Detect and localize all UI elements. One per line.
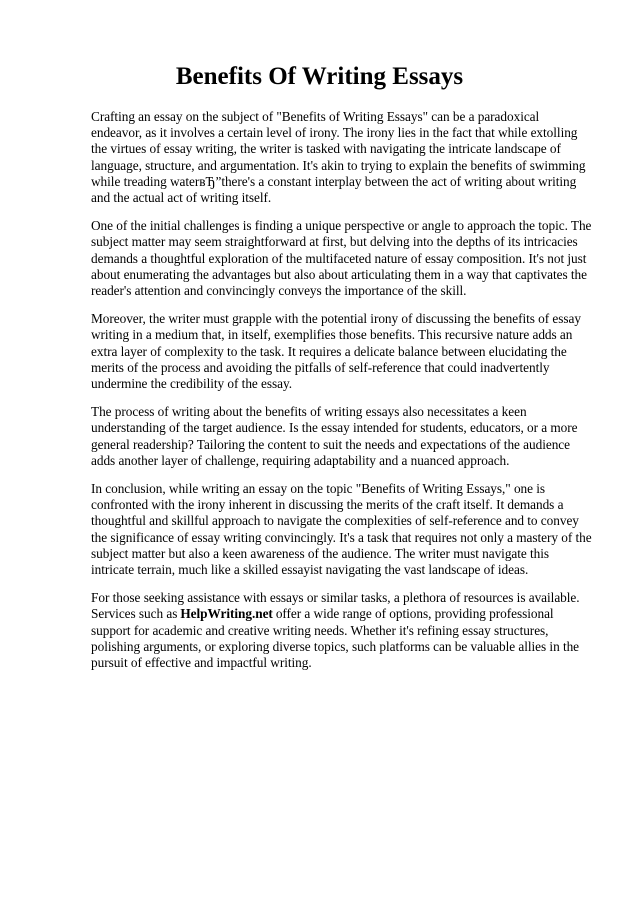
document-title: Benefits Of Writing Essays bbox=[175, 63, 464, 90]
paragraph-challenges: One of the initial challenges is finding a unique perspective or angle to approach the topic. The subject matter may seem straightforward at first, but delving into the depths of its intricacies demands a thoughtful exploration of the multifaceted nature of essay composition. It's not just about enumerating the advantages but also about articulating them in a way that captivates the reader's attention and convincingly conveys the importance of the skill. bbox=[91, 218, 592, 299]
paragraph-audience: The process of writing about the benefits of writing essays also necessitates a keen understanding of the target audience. Is the essay intended for students, educators, or a more general readership? Tailoring the content to suit the needs and expectations of the audience adds another layer of challenge, requiring adaptability and a nuanced approach. bbox=[91, 404, 578, 468]
brand-name: HelpWriting.net bbox=[180, 606, 273, 622]
paragraph-closing bbox=[91, 590, 592, 671]
paragraph-irony: Moreover, the writer must grapple with the potential irony of discussing the benefits of essay writing in a medium that, in itself, exemplifies those benefits. This recursive nature adds an extra layer of complexity to the task. It requires a delicate balance between elucidating the merits of the process and avoiding the pitfalls of self-reference that could inadvertently undermine the credibility of the essay. bbox=[91, 311, 581, 392]
paragraph-conclusion: In conclusion, while writing an essay on the topic "Benefits of Writing Essays," one is confronted with the irony inherent in discussing the merits of the craft itself. It demands a thoughtful and skillful approach to navigate the complexities of self-reference and to convey the significance of essay writing convincingly. It's a task that requires not only a mastery of the subject matter but also a keen awareness of the audience. The writer must navigate this intricate terrain, much like a skilled essayist navigating the vast landscape of ideas. bbox=[91, 481, 592, 578]
closing-text-before: For those seeking assistance with essays or similar tasks, a plethora of resources is available. Services such as bbox=[91, 590, 580, 622]
paragraph-intro: Crafting an essay on the subject of "Benefits of Writing Essays" can be a paradoxical endeavor, as it involves a certain level of irony. The irony lies in the fact that while extolling the virtues of essay writing, the writer is tasked with navigating the intricate landscape of language, structure, and argumentation. It's akin to trying to explain the benefits of swimming while treading waterвЂ”there's a constant interplay between the act of writing about writing and the actual act of writing itself. bbox=[91, 109, 586, 206]
closing-text-after: offer a wide range of options, providing professional support for academic and creative writing needs. Whether it's refining essay structures, polishing arguments, or exploring diverse topics, such platforms can be valuable allies in the pursuit of effective and impactful writing. bbox=[91, 606, 580, 671]
